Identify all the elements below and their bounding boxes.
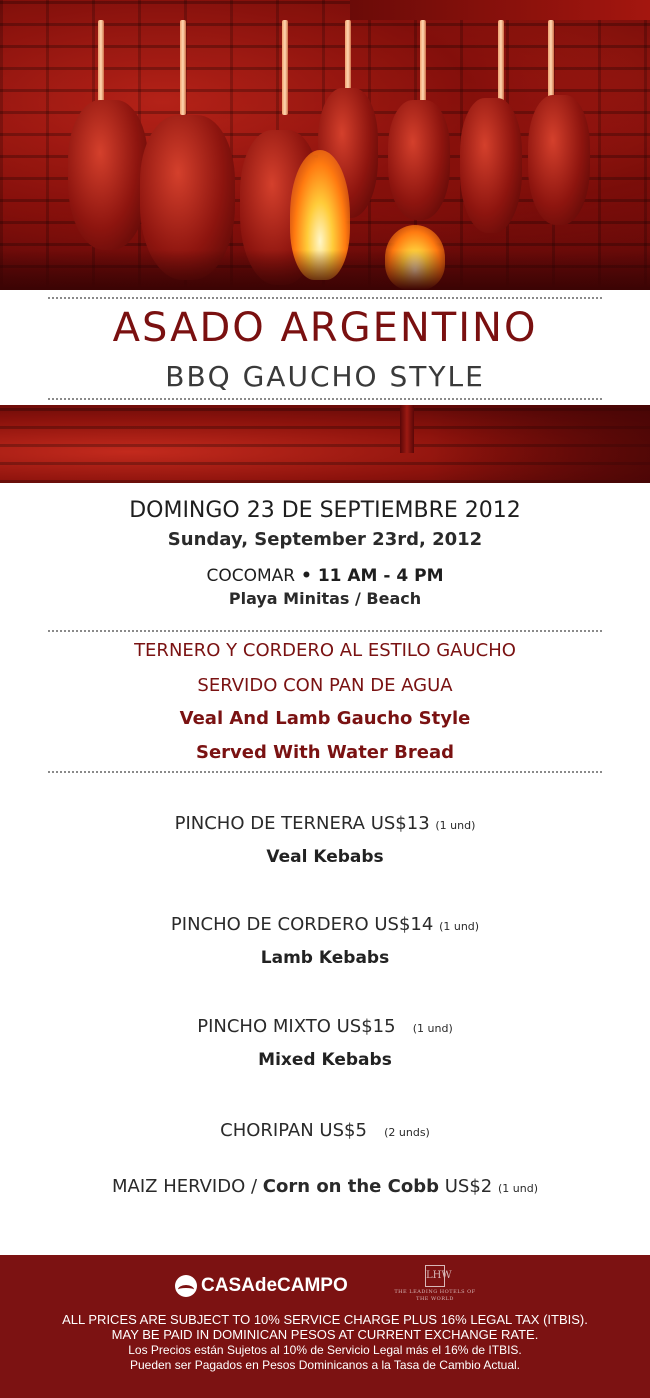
dotted-divider [48, 771, 602, 773]
disclaimer-line-1: ALL PRICES ARE SUBJECT TO 10% SERVICE CHARGE PLUS 16% LEGAL TAX (ITBIS). [62, 1312, 588, 1327]
item-unit: (1 und) [412, 1022, 453, 1035]
item-name-es: PINCHO DE TERNERA US$13 [174, 813, 430, 834]
event-date-en: Sunday, September 23rd, 2012 [167, 529, 483, 550]
item-name-es: PINCHO DE CORDERO US$14 [170, 914, 434, 935]
spit [180, 20, 186, 115]
item-name-en: Veal Kebabs [266, 847, 384, 867]
dotted-divider [48, 630, 602, 632]
disclaimer-line-2: MAY BE PAID IN DOMINICAN PESOS AT CURRENT EXCHANGE RATE. [111, 1327, 539, 1342]
menu-item-corn [0, 1174, 650, 1202]
menu-intro-en-2: Served With Water Bread [195, 742, 454, 763]
meat-cut [528, 95, 590, 225]
corn-name-es: MAIZ HERVIDO / [111, 1176, 263, 1197]
grill-post [400, 405, 414, 453]
menu-intro-en-1: Veal And Lamb Gaucho Style [179, 708, 471, 729]
item-name-es: CHORIPAN US$5 [220, 1120, 367, 1141]
menu-intro-es-1: TERNERO Y CORDERO AL ESTILO GAUCHO [134, 640, 516, 661]
venue-time: 11 AM - 4 PM [317, 566, 444, 586]
lhw-monogram: LHW [425, 1265, 445, 1287]
lhw-text: THE LEADING HOTELS OF THE WORLD [394, 1289, 476, 1302]
menu-item-lamb [0, 912, 650, 940]
item-name-en: Mixed Kebabs [258, 1050, 392, 1070]
event-date-es: DOMINGO 23 DE SEPTIEMBRE 2012 [129, 498, 521, 523]
event-location: Playa Minitas / Beach [228, 589, 422, 608]
ground-shadow [0, 250, 650, 290]
event-venue [0, 565, 650, 587]
item-name-es: PINCHO MIXTO US$15 [197, 1016, 396, 1037]
meat-cut [460, 98, 522, 233]
dotted-divider [48, 297, 602, 299]
item-unit: (2 unds) [384, 1126, 430, 1139]
hero-photo [0, 0, 650, 290]
corn-unit: (1 und) [497, 1182, 538, 1195]
disclaimer-line-3: Los Precios están Sujetos al 10% de Servicio Legal más el 16% de ITBIS. [128, 1343, 522, 1357]
item-name-en: Lamb Kebabs [260, 948, 390, 968]
dotted-divider [48, 398, 602, 400]
menu-item-choripan [0, 1118, 650, 1146]
strip-shade [430, 405, 650, 483]
menu-item-mixed [0, 1014, 650, 1042]
disclaimer-line-4: Pueden ser Pagados en Pesos Dominicanos a la Tasa de Cambio Actual. [129, 1358, 521, 1372]
meat-cut [68, 100, 148, 250]
meat-cut [388, 100, 450, 220]
page-title: ASADO ARGENTINO [112, 305, 538, 351]
item-unit: (1 und) [439, 920, 480, 933]
footer [0, 1255, 650, 1398]
wave-logo-icon [175, 1275, 197, 1297]
menu-item-veal [0, 811, 650, 839]
leading-hotels-logo [390, 1265, 480, 1303]
roof-beam [350, 0, 650, 20]
brand-name: CASAdeCAMPO [201, 1275, 348, 1296]
casa-de-campo-logo [175, 1271, 348, 1301]
venue-name: COCOMAR [206, 566, 296, 586]
venue-separator: • [295, 566, 318, 586]
photo-strip [0, 405, 650, 483]
page-subtitle: BBQ GAUCHO STYLE [165, 360, 485, 393]
corn-name-en: Corn on the Cobb [262, 1176, 440, 1197]
menu-intro-es-2: SERVIDO CON PAN DE AGUA [197, 675, 453, 696]
corn-price: US$2 [439, 1176, 493, 1197]
spit [282, 20, 288, 115]
item-unit: (1 und) [435, 819, 476, 832]
